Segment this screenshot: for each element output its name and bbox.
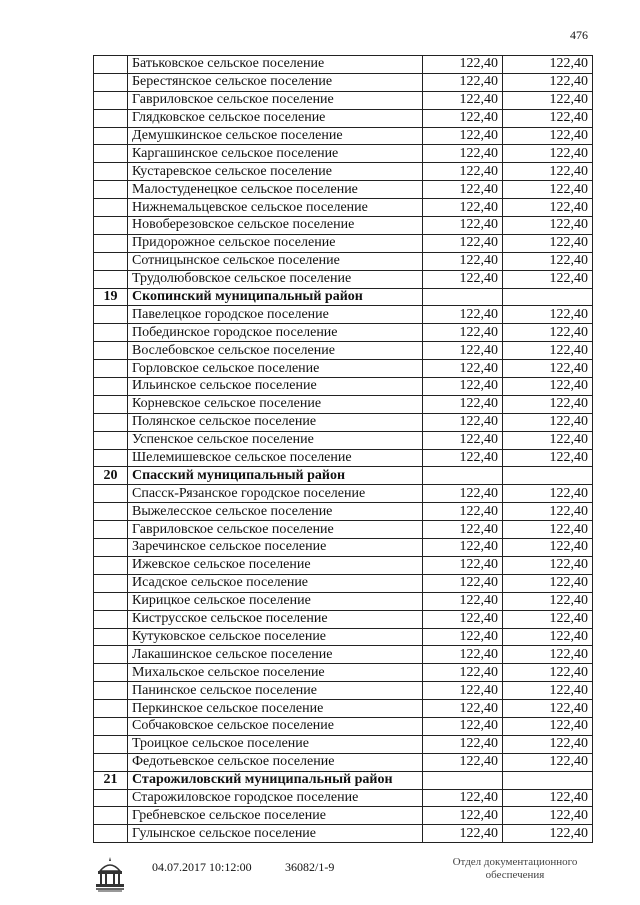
row-value1-cell: 122,40 bbox=[423, 217, 503, 235]
row-value1-cell: 122,40 bbox=[423, 628, 503, 646]
row-value2-cell: 122,40 bbox=[503, 717, 593, 735]
row-value2-cell bbox=[503, 467, 593, 485]
row-number-cell bbox=[94, 109, 128, 127]
row-value2-cell: 122,40 bbox=[503, 449, 593, 467]
row-number-cell: 19 bbox=[94, 288, 128, 306]
row-value1-cell: 122,40 bbox=[423, 735, 503, 753]
row-value1-cell: 122,40 bbox=[423, 825, 503, 843]
row-number-cell: 20 bbox=[94, 467, 128, 485]
row-name-cell: Лакашинское сельское поселение bbox=[128, 646, 423, 664]
row-value2-cell: 122,40 bbox=[503, 628, 593, 646]
row-value1-cell: 122,40 bbox=[423, 682, 503, 700]
settlement-row bbox=[94, 503, 593, 521]
row-number-cell bbox=[94, 431, 128, 449]
row-number-cell bbox=[94, 574, 128, 592]
row-value2-cell: 122,40 bbox=[503, 306, 593, 324]
footer-department-line1: Отдел документационного bbox=[452, 856, 578, 868]
row-number-cell bbox=[94, 127, 128, 145]
row-name-cell: Гавриловское сельское поселение bbox=[128, 521, 423, 539]
row-value1-cell: 122,40 bbox=[423, 234, 503, 252]
row-value2-cell: 122,40 bbox=[503, 592, 593, 610]
footer-department-line2: обеспечения bbox=[485, 869, 545, 881]
page-footer bbox=[0, 852, 640, 902]
settlement-row bbox=[94, 252, 593, 270]
row-value1-cell: 122,40 bbox=[423, 485, 503, 503]
row-name-cell: Сотницынское сельское поселение bbox=[128, 252, 423, 270]
row-number-cell bbox=[94, 217, 128, 235]
row-value1-cell: 122,40 bbox=[423, 91, 503, 109]
row-value2-cell: 122,40 bbox=[503, 91, 593, 109]
row-value1-cell: 122,40 bbox=[423, 56, 503, 74]
row-name-cell: Спасск-Рязанское городское поселение bbox=[128, 485, 423, 503]
row-name-cell: Батьковское сельское поселение bbox=[128, 56, 423, 74]
row-number-cell bbox=[94, 360, 128, 378]
page-number: 476 bbox=[570, 28, 588, 42]
district-row bbox=[94, 467, 593, 485]
settlement-row bbox=[94, 413, 593, 431]
settlement-row bbox=[94, 574, 593, 592]
row-value1-cell: 122,40 bbox=[423, 199, 503, 217]
row-name-cell: Спасский муниципальный район bbox=[128, 467, 423, 485]
row-value1-cell: 122,40 bbox=[423, 431, 503, 449]
settlement-row bbox=[94, 199, 593, 217]
row-value1-cell: 122,40 bbox=[423, 503, 503, 521]
settlement-row bbox=[94, 109, 593, 127]
row-value2-cell: 122,40 bbox=[503, 181, 593, 199]
row-number-cell bbox=[94, 539, 128, 557]
row-name-cell: Гребневское сельское поселение bbox=[128, 807, 423, 825]
row-value1-cell: 122,40 bbox=[423, 807, 503, 825]
row-name-cell: Федотьевское сельское поселение bbox=[128, 753, 423, 771]
row-value2-cell: 122,40 bbox=[503, 735, 593, 753]
row-value1-cell bbox=[423, 467, 503, 485]
table-body bbox=[94, 56, 593, 843]
settlement-row bbox=[94, 378, 593, 396]
row-value2-cell: 122,40 bbox=[503, 199, 593, 217]
row-number-cell bbox=[94, 664, 128, 682]
settlement-row bbox=[94, 145, 593, 163]
settlement-row bbox=[94, 664, 593, 682]
settlement-row bbox=[94, 789, 593, 807]
footer-datetime: 04.07.2017 10:12:00 bbox=[152, 860, 252, 874]
row-value1-cell: 122,40 bbox=[423, 753, 503, 771]
row-number-cell bbox=[94, 789, 128, 807]
settlement-row bbox=[94, 127, 593, 145]
row-value2-cell: 122,40 bbox=[503, 395, 593, 413]
row-number-cell bbox=[94, 56, 128, 74]
settlement-row bbox=[94, 217, 593, 235]
row-name-cell: Корневское сельское поселение bbox=[128, 395, 423, 413]
row-number-cell bbox=[94, 503, 128, 521]
settlement-row bbox=[94, 91, 593, 109]
row-name-cell: Выжелесское сельское поселение bbox=[128, 503, 423, 521]
row-value2-cell: 122,40 bbox=[503, 73, 593, 91]
row-value2-cell: 122,40 bbox=[503, 789, 593, 807]
row-value1-cell: 122,40 bbox=[423, 413, 503, 431]
row-value1-cell: 122,40 bbox=[423, 610, 503, 628]
row-value1-cell: 122,40 bbox=[423, 700, 503, 718]
row-name-cell: Павелецкое городское поселение bbox=[128, 306, 423, 324]
row-value2-cell: 122,40 bbox=[503, 270, 593, 288]
footer-department bbox=[440, 856, 590, 882]
row-value2-cell: 122,40 bbox=[503, 610, 593, 628]
row-name-cell: Берестянское сельское поселение bbox=[128, 73, 423, 91]
row-number-cell: 21 bbox=[94, 771, 128, 789]
row-name-cell: Малостуденецкое сельское поселение bbox=[128, 181, 423, 199]
row-name-cell: Придорожное сельское поселение bbox=[128, 234, 423, 252]
row-value2-cell: 122,40 bbox=[503, 521, 593, 539]
row-number-cell bbox=[94, 324, 128, 342]
settlement-row bbox=[94, 449, 593, 467]
footer-doc-number: 36082/1-9 bbox=[285, 860, 335, 874]
row-number-cell bbox=[94, 181, 128, 199]
settlement-row bbox=[94, 521, 593, 539]
row-number-cell bbox=[94, 252, 128, 270]
row-number-cell bbox=[94, 199, 128, 217]
row-value1-cell: 122,40 bbox=[423, 378, 503, 396]
row-name-cell: Успенское сельское поселение bbox=[128, 431, 423, 449]
row-number-cell bbox=[94, 270, 128, 288]
settlement-row bbox=[94, 163, 593, 181]
row-value1-cell bbox=[423, 288, 503, 306]
settlement-row bbox=[94, 395, 593, 413]
row-value2-cell: 122,40 bbox=[503, 127, 593, 145]
row-name-cell: Ижевское сельское поселение bbox=[128, 556, 423, 574]
settlement-row bbox=[94, 556, 593, 574]
row-number-cell bbox=[94, 521, 128, 539]
row-value2-cell bbox=[503, 288, 593, 306]
row-name-cell: Глядковское сельское поселение bbox=[128, 109, 423, 127]
settlement-row bbox=[94, 324, 593, 342]
settlement-row bbox=[94, 592, 593, 610]
settlement-row bbox=[94, 73, 593, 91]
settlement-row bbox=[94, 700, 593, 718]
row-value1-cell: 122,40 bbox=[423, 252, 503, 270]
row-number-cell bbox=[94, 807, 128, 825]
row-value2-cell: 122,40 bbox=[503, 217, 593, 235]
row-value2-cell: 122,40 bbox=[503, 753, 593, 771]
settlement-row bbox=[94, 807, 593, 825]
row-value1-cell: 122,40 bbox=[423, 109, 503, 127]
settlement-row bbox=[94, 628, 593, 646]
settlement-row bbox=[94, 717, 593, 735]
row-value2-cell: 122,40 bbox=[503, 360, 593, 378]
row-name-cell: Скопинский муниципальный район bbox=[128, 288, 423, 306]
row-value2-cell: 122,40 bbox=[503, 378, 593, 396]
row-number-cell bbox=[94, 825, 128, 843]
row-name-cell: Исадское сельское поселение bbox=[128, 574, 423, 592]
row-value1-cell: 122,40 bbox=[423, 539, 503, 557]
row-number-cell bbox=[94, 592, 128, 610]
row-number-cell bbox=[94, 682, 128, 700]
row-value2-cell: 122,40 bbox=[503, 503, 593, 521]
row-name-cell: Михальское сельское поселение bbox=[128, 664, 423, 682]
row-value2-cell: 122,40 bbox=[503, 234, 593, 252]
row-number-cell bbox=[94, 646, 128, 664]
row-name-cell: Кирицкое сельское поселение bbox=[128, 592, 423, 610]
row-value1-cell: 122,40 bbox=[423, 324, 503, 342]
district-row bbox=[94, 288, 593, 306]
settlement-row bbox=[94, 306, 593, 324]
row-number-cell bbox=[94, 145, 128, 163]
row-number-cell bbox=[94, 700, 128, 718]
row-value2-cell: 122,40 bbox=[503, 574, 593, 592]
row-number-cell bbox=[94, 753, 128, 771]
row-value2-cell: 122,40 bbox=[503, 413, 593, 431]
row-value1-cell: 122,40 bbox=[423, 127, 503, 145]
row-name-cell: Трудолюбовское сельское поселение bbox=[128, 270, 423, 288]
row-name-cell: Новоберезовское сельское поселение bbox=[128, 217, 423, 235]
row-number-cell bbox=[94, 735, 128, 753]
row-value1-cell: 122,40 bbox=[423, 717, 503, 735]
row-value2-cell: 122,40 bbox=[503, 825, 593, 843]
row-name-cell: Ильинское сельское поселение bbox=[128, 378, 423, 396]
row-value2-cell: 122,40 bbox=[503, 485, 593, 503]
settlement-row bbox=[94, 360, 593, 378]
row-name-cell: Полянское сельское поселение bbox=[128, 413, 423, 431]
district-row bbox=[94, 771, 593, 789]
row-name-cell: Кустаревское сельское поселение bbox=[128, 163, 423, 181]
row-name-cell: Собчаковское сельское поселение bbox=[128, 717, 423, 735]
row-number-cell bbox=[94, 378, 128, 396]
row-name-cell: Шелемишевское сельское поселение bbox=[128, 449, 423, 467]
row-number-cell bbox=[94, 234, 128, 252]
settlement-row bbox=[94, 431, 593, 449]
row-value1-cell: 122,40 bbox=[423, 145, 503, 163]
row-value1-cell: 122,40 bbox=[423, 163, 503, 181]
row-name-cell: Панинское сельское поселение bbox=[128, 682, 423, 700]
row-value1-cell bbox=[423, 771, 503, 789]
row-number-cell bbox=[94, 610, 128, 628]
row-value1-cell: 122,40 bbox=[423, 556, 503, 574]
row-number-cell bbox=[94, 556, 128, 574]
settlement-row bbox=[94, 825, 593, 843]
settlement-row bbox=[94, 682, 593, 700]
row-value1-cell: 122,40 bbox=[423, 664, 503, 682]
row-value2-cell: 122,40 bbox=[503, 431, 593, 449]
row-number-cell bbox=[94, 717, 128, 735]
settlements-table bbox=[93, 55, 593, 843]
row-value2-cell: 122,40 bbox=[503, 342, 593, 360]
row-value2-cell: 122,40 bbox=[503, 324, 593, 342]
row-number-cell bbox=[94, 73, 128, 91]
row-value2-cell: 122,40 bbox=[503, 109, 593, 127]
settlement-row bbox=[94, 56, 593, 74]
row-name-cell: Горловское сельское поселение bbox=[128, 360, 423, 378]
row-number-cell bbox=[94, 449, 128, 467]
row-name-cell: Троицкое сельское поселение bbox=[128, 735, 423, 753]
row-value1-cell: 122,40 bbox=[423, 592, 503, 610]
row-name-cell: Перкинское сельское поселение bbox=[128, 700, 423, 718]
row-value2-cell bbox=[503, 771, 593, 789]
row-value2-cell: 122,40 bbox=[503, 145, 593, 163]
row-name-cell: Заречинское сельское поселение bbox=[128, 539, 423, 557]
row-name-cell: Каргашинское сельское поселение bbox=[128, 145, 423, 163]
row-value2-cell: 122,40 bbox=[503, 700, 593, 718]
row-number-cell bbox=[94, 395, 128, 413]
settlement-row bbox=[94, 342, 593, 360]
row-value2-cell: 122,40 bbox=[503, 56, 593, 74]
settlement-row bbox=[94, 539, 593, 557]
row-name-cell: Старожиловское городское поселение bbox=[128, 789, 423, 807]
row-value1-cell: 122,40 bbox=[423, 574, 503, 592]
settlement-row bbox=[94, 646, 593, 664]
row-name-cell: Кутуковское сельское поселение bbox=[128, 628, 423, 646]
row-value2-cell: 122,40 bbox=[503, 556, 593, 574]
settlement-row bbox=[94, 753, 593, 771]
row-number-cell bbox=[94, 628, 128, 646]
row-value2-cell: 122,40 bbox=[503, 664, 593, 682]
row-value1-cell: 122,40 bbox=[423, 270, 503, 288]
row-number-cell bbox=[94, 413, 128, 431]
row-name-cell: Киструсское сельское поселение bbox=[128, 610, 423, 628]
row-value1-cell: 122,40 bbox=[423, 73, 503, 91]
row-value1-cell: 122,40 bbox=[423, 306, 503, 324]
row-name-cell: Гулынское сельское поселение bbox=[128, 825, 423, 843]
settlement-row bbox=[94, 610, 593, 628]
row-number-cell bbox=[94, 485, 128, 503]
row-value1-cell: 122,40 bbox=[423, 181, 503, 199]
row-value2-cell: 122,40 bbox=[503, 646, 593, 664]
row-value1-cell: 122,40 bbox=[423, 646, 503, 664]
row-value2-cell: 122,40 bbox=[503, 807, 593, 825]
row-name-cell: Гавриловское сельское поселение bbox=[128, 91, 423, 109]
row-value2-cell: 122,40 bbox=[503, 682, 593, 700]
row-number-cell bbox=[94, 342, 128, 360]
settlement-row bbox=[94, 735, 593, 753]
row-value2-cell: 122,40 bbox=[503, 252, 593, 270]
row-number-cell bbox=[94, 163, 128, 181]
row-value2-cell: 122,40 bbox=[503, 163, 593, 181]
row-name-cell: Побединское городское поселение bbox=[128, 324, 423, 342]
row-name-cell: Старожиловский муниципальный район bbox=[128, 771, 423, 789]
row-value1-cell: 122,40 bbox=[423, 789, 503, 807]
row-name-cell: Нижнемальцевское сельское поселение bbox=[128, 199, 423, 217]
row-name-cell: Демушкинское сельское поселение bbox=[128, 127, 423, 145]
row-number-cell bbox=[94, 306, 128, 324]
duma-emblem-icon bbox=[92, 855, 128, 893]
settlement-row bbox=[94, 234, 593, 252]
row-name-cell: Вослебовское сельское поселение bbox=[128, 342, 423, 360]
row-value1-cell: 122,40 bbox=[423, 360, 503, 378]
row-value1-cell: 122,40 bbox=[423, 449, 503, 467]
settlement-row bbox=[94, 485, 593, 503]
row-value1-cell: 122,40 bbox=[423, 342, 503, 360]
row-value2-cell: 122,40 bbox=[503, 539, 593, 557]
settlement-row bbox=[94, 181, 593, 199]
row-number-cell bbox=[94, 91, 128, 109]
row-value1-cell: 122,40 bbox=[423, 521, 503, 539]
row-value1-cell: 122,40 bbox=[423, 395, 503, 413]
settlement-row bbox=[94, 270, 593, 288]
